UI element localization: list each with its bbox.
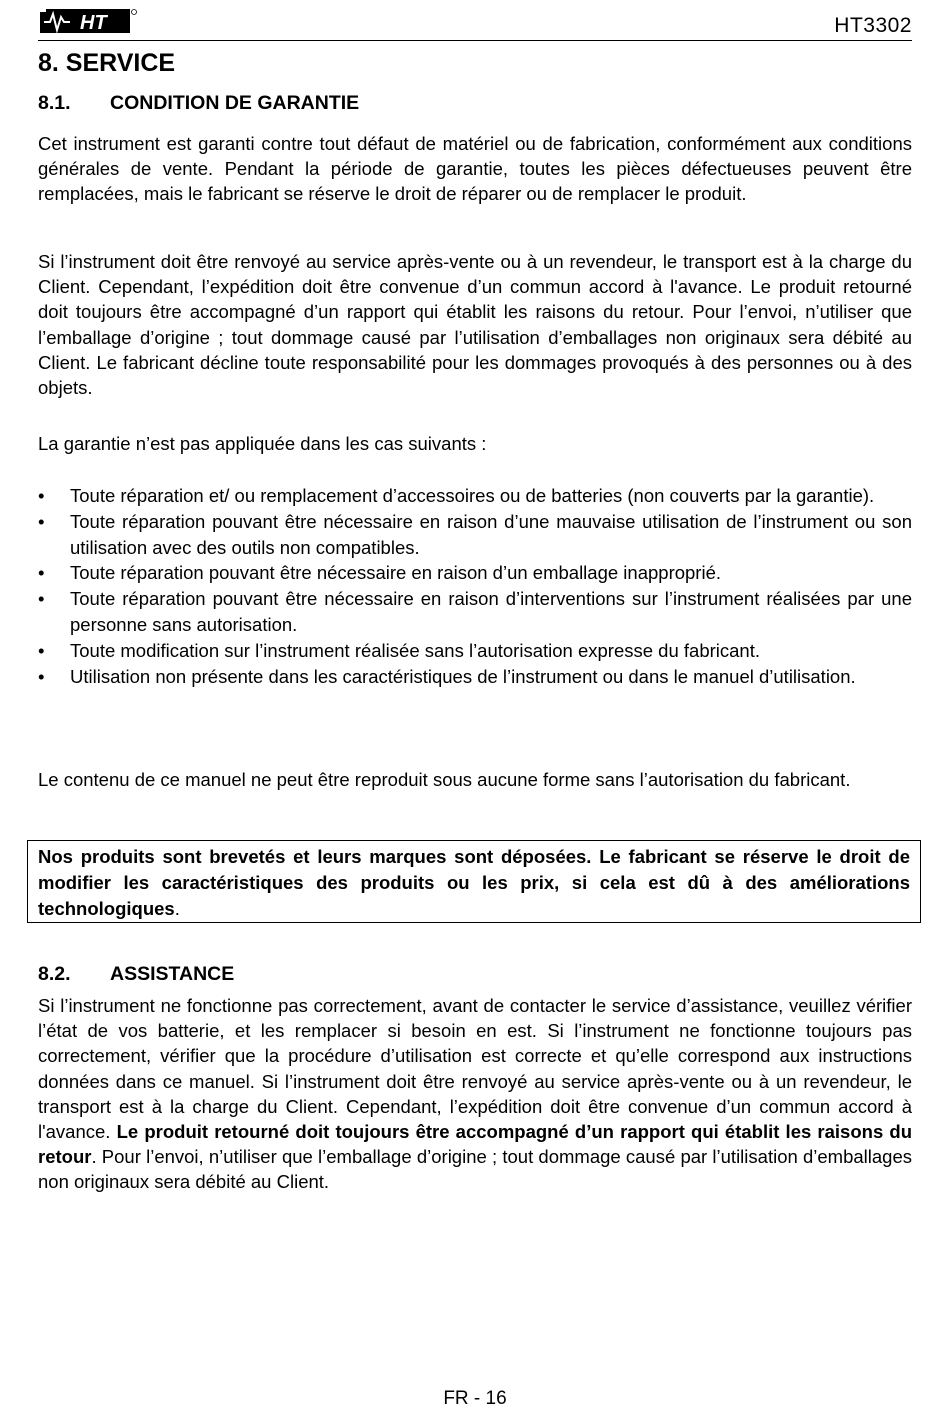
- list-item: • Toute réparation pouvant être nécessaire en raison d’une mauvaise utilisation de l’instrument ou son utilisation avec des outils non compatibles.: [38, 510, 912, 558]
- bullet-icon: •: [38, 665, 45, 687]
- list-item: • Toute réparation et/ ou remplacement d’accessoires ou de batteries (non couverts par la garantie).: [38, 483, 912, 509]
- list-item: • Toute réparation pouvant être nécessaire en raison d’interventions sur l’instrument réalisées par une personne sans autorisation.: [38, 588, 912, 635]
- logo-text: HT: [80, 12, 107, 34]
- warranty-paragraph-1: Cet instrument est garanti contre tout défaut de matériel ou de fabrication, conformément aux conditions générales de vente. Pendant la période de garantie, toutes les pièces défectueuses peuvent être remplacées, mais le fabricant se réserve le droit de réparer ou de remplacer le produit.: [38, 133, 912, 205]
- copyright-paragraph: Le contenu de ce manuel ne peut être reproduit sous aucune forme sans l’autorisation du fabricant.: [38, 769, 851, 790]
- bullet-icon: •: [38, 639, 45, 661]
- section-title: 8. SERVICE: [38, 49, 176, 77]
- exclusion-list: [38, 483, 912, 689]
- assistance-text-start: Si l’instrument ne fonctionne pas correctement, avant de contacter le service d’assistance, veuillez vérifier l’état de vos batterie, et les remplacer si besoin en est. Si l’instrument ne fonctionne toujours pas correctement, vérifier que la procédure d’utilisation est correcte et qu’elle correspond aux instructions données dans ce manuel. Si l’instrument doit être renvoyé au service après-vente ou à un revendeur, le transport est à la charge du Client. Cependant, l’expédition doit être convenue d’un commun accord à l'avance.: [38, 995, 912, 1143]
- model-name: HT3302: [834, 14, 912, 37]
- warranty-paragraph-2: Si l’instrument doit être renvoyé au service après-vente ou à un revendeur, le transport est à la charge du Client. Cependant, l’expédition doit être convenue d’un commun accord à l'avance. Le produit retourné doit toujours être accompagné d’un rapport qui établit les raisons du retour. Pour l’envoi, n’utiliser que l’emballage d’origine ; tout dommage causé par l’utilisation d’emballages non originaux sera débité au Client. Le fabricant décline toute responsabilité pour les dommages provoqués à des personnes ou à des objets.: [38, 251, 912, 399]
- subsection-number: 8.1.: [38, 92, 71, 114]
- ht-logo: [38, 8, 138, 34]
- bullet-icon: •: [38, 510, 45, 532]
- subsection-heading-assistance: [38, 963, 234, 986]
- notice-text: Nos produits sont brevetés et leurs marques sont déposées. Le fabricant se réserve le droit de modifier les caractéristiques des produits ou les prix, si cela est dû à des améliorations technologiques: [38, 846, 910, 919]
- list-item: • Toute réparation pouvant être nécessaire en raison d’un emballage inapproprié.: [38, 560, 912, 586]
- subsection-title: ASSISTANCE: [110, 963, 235, 985]
- subsection-title: CONDITION DE GARANTIE: [110, 92, 360, 114]
- assistance-text-bold: Le produit retourné doit toujours être accompagné d’un rapport qui établit les raisons du retour: [38, 1121, 912, 1168]
- notice-end: .: [174, 898, 180, 919]
- subsection-number: 8.2.: [38, 963, 71, 985]
- patent-notice-box: [27, 840, 921, 923]
- warranty-paragraph-3: La garantie n’est pas appliquée dans les cas suivants :: [38, 433, 487, 454]
- page-header: [38, 6, 912, 41]
- subsection-heading-warranty: [38, 92, 359, 115]
- page-number: FR - 16: [443, 1388, 507, 1409]
- list-item: • Utilisation non présente dans les caractéristiques de l’instrument ou dans le manuel d’utilisation.: [38, 664, 912, 690]
- assistance-paragraph: [38, 993, 912, 1195]
- list-item: • Toute modification sur l’instrument réalisée sans l’autorisation expresse du fabricant.: [38, 638, 912, 664]
- bullet-icon: •: [38, 485, 45, 506]
- bullet-icon: •: [38, 562, 45, 584]
- assistance-text-end: . Pour l’envoi, n’utiliser que l’emballage d’origine ; tout dommage causé par l’utilisation d’emballages non originaux sera débité au Client.: [38, 1146, 912, 1193]
- bullet-icon: •: [38, 588, 45, 610]
